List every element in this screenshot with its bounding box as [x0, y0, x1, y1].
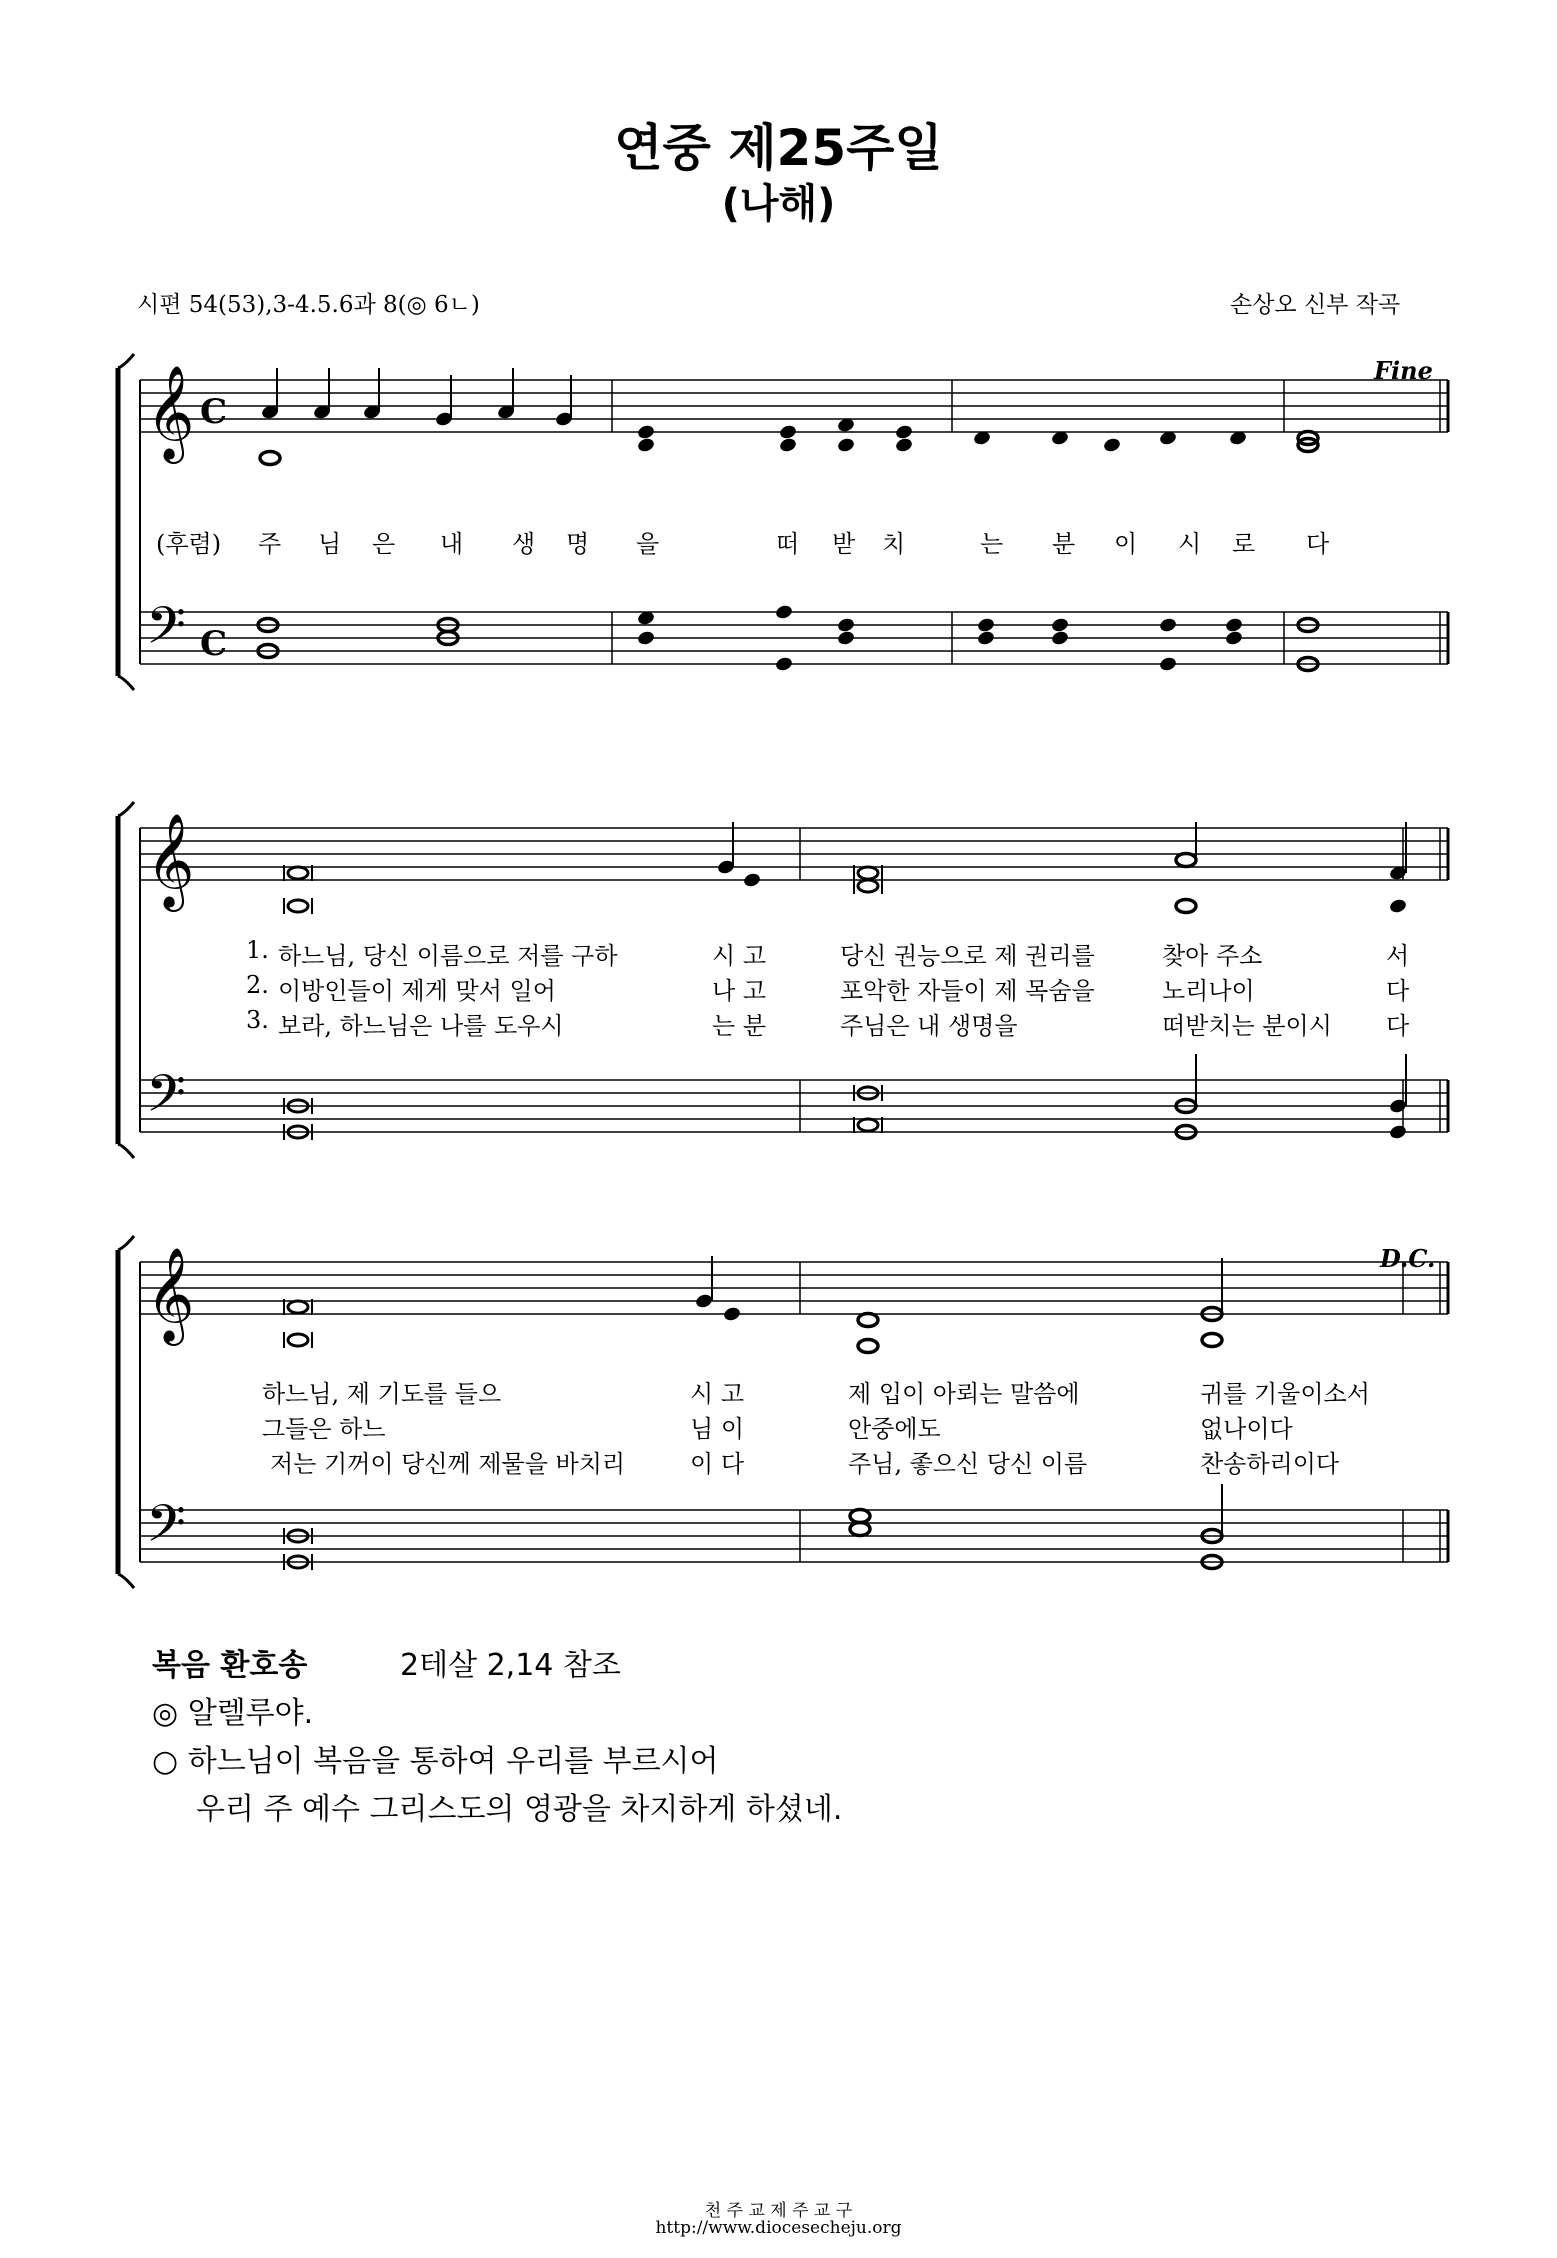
- verse-text: 그들은 하느: [262, 1415, 386, 1443]
- svg-text:𝄢: 𝄢: [146, 1493, 186, 1566]
- refrain-syllable: 을: [636, 530, 660, 558]
- page-title: 연중 제25주일: [614, 119, 943, 177]
- svg-text:𝄞: 𝄞: [146, 813, 195, 908]
- refrain-syllable: 은: [372, 530, 396, 558]
- verse-text: 이 다: [690, 1450, 744, 1478]
- gospel-reference: 2테살 2,14 참조: [400, 1648, 621, 1683]
- verse-text: 시 고: [712, 942, 766, 970]
- refrain-syllable: 이: [1114, 530, 1138, 558]
- refrain-syllable: 치: [882, 530, 906, 558]
- refrain-syllable: 떠: [776, 530, 800, 558]
- gospel-heading: 복음 환호송: [152, 1648, 308, 1683]
- refrain-syllable: 생: [512, 530, 536, 558]
- refrain-syllable: 시: [1178, 530, 1202, 558]
- refrain-syllable: 내: [440, 530, 464, 558]
- svg-text:C: C: [200, 624, 228, 664]
- verse-text: 다: [1386, 977, 1410, 1005]
- refrain-syllable: 분: [1052, 530, 1076, 558]
- svg-text:𝄞: 𝄞: [146, 365, 195, 460]
- verse-text: 저는 기꺼이 당신께 제물을 바치리: [270, 1450, 626, 1478]
- refrain-syllable: 주: [258, 530, 282, 558]
- gospel-line-2: ○ 하느님이 복음을 통하여 우리를 부르시어: [152, 1744, 719, 1779]
- refrain-syllable: 받: [832, 530, 856, 558]
- verse-text: 제 입이 아뢰는 말씀에: [848, 1380, 1080, 1408]
- refrain-syllable: 로: [1232, 530, 1256, 558]
- verse-number: 1.: [246, 936, 269, 964]
- verse-text: 떠받치는 분이시: [1162, 1012, 1332, 1040]
- verse-text: 없나이다: [1200, 1415, 1293, 1443]
- footer-organization: 천 주 교 제 주 교 구: [704, 2201, 853, 2221]
- verse-text: 서: [1386, 942, 1410, 970]
- gospel-line-1: ◎ 알렐루야.: [152, 1696, 314, 1731]
- refrain-label: (후렴): [156, 530, 222, 558]
- verse-text: 다: [1386, 1012, 1410, 1040]
- verse-text: 주님은 내 생명을: [840, 1012, 1018, 1040]
- verse-text: 하느님, 당신 이름으로 저를 구하: [278, 942, 618, 970]
- svg-text:𝄢: 𝄢: [146, 1063, 186, 1136]
- verse-text: 시 고: [690, 1380, 744, 1408]
- dc-mark: D.C.: [1380, 1244, 1436, 1273]
- verse-text: 귀를 기울이소서: [1200, 1380, 1370, 1408]
- svg-text:C: C: [200, 392, 228, 432]
- verse-text: 는 분: [712, 1012, 766, 1040]
- verse-text: 포악한 자들이 제 목숨을: [840, 977, 1095, 1005]
- verse-text: 이방인들이 제게 맞서 일어: [278, 977, 556, 1005]
- fine-mark: Fine: [1374, 356, 1433, 385]
- gospel-line-3: 우리 주 예수 그리스도의 영광을 차지하게 하셨네.: [196, 1792, 843, 1827]
- composer-credit: 손상오 신부 작곡: [1230, 292, 1401, 318]
- refrain-syllable: 는: [980, 530, 1004, 558]
- refrain-syllable: 님: [318, 530, 342, 558]
- verse-text: 님 이: [690, 1415, 744, 1443]
- verse-text: 나 고: [712, 977, 766, 1005]
- verse-number: 2.: [246, 971, 269, 999]
- verse-text: 찬송하리이다: [1200, 1450, 1340, 1478]
- verse-text: 보라, 하느님은 나를 도우시: [278, 1012, 564, 1040]
- svg-text:𝄞: 𝄞: [146, 1247, 195, 1342]
- verse-number: 3.: [246, 1006, 269, 1034]
- verse-text: 찾아 주소: [1162, 942, 1263, 970]
- page-subtitle: (나해): [721, 181, 836, 227]
- refrain-syllable: 명: [566, 530, 590, 558]
- verse-text: 하느님, 제 기도를 들으: [262, 1380, 502, 1408]
- verse-text: 주님, 좋으신 당신 이름: [848, 1450, 1088, 1478]
- svg-text:𝄢: 𝄢: [146, 595, 186, 668]
- verse-text: 안중에도: [848, 1415, 941, 1443]
- footer-url: http://www.diocesecheju.org: [655, 2218, 902, 2238]
- refrain-syllable: 다: [1306, 530, 1330, 558]
- psalm-reference: 시편 54(53),3-4.5.6과 8(◎ 6ㄴ): [137, 292, 480, 318]
- verse-text: 당신 권능으로 제 권리를: [840, 942, 1095, 970]
- verse-text: 노리나이: [1162, 977, 1255, 1005]
